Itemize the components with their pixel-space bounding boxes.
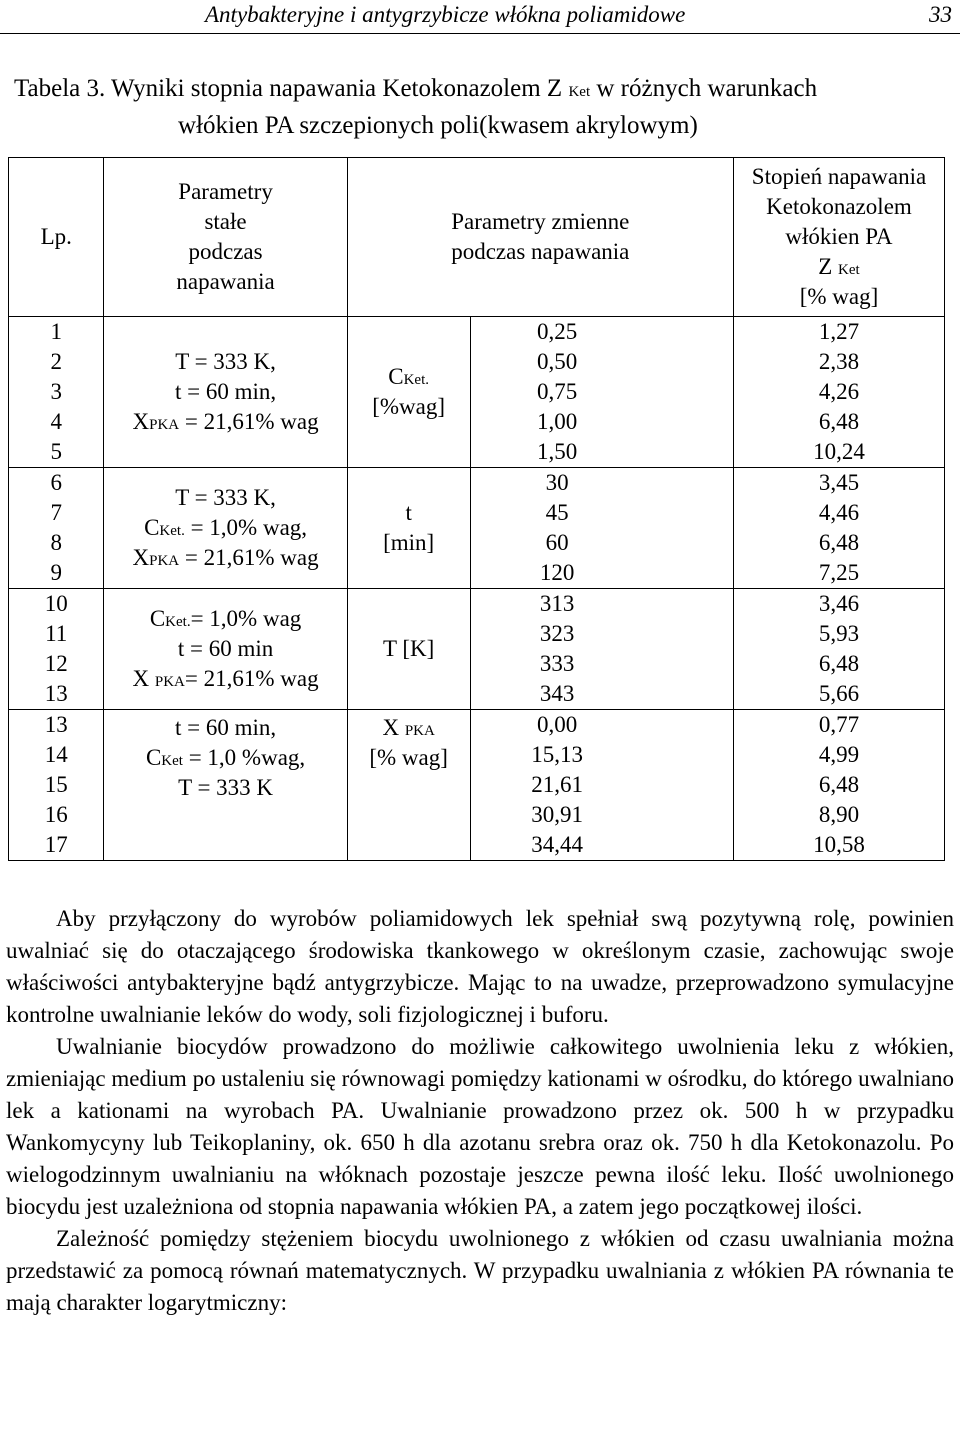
stopien-cell (733, 468, 944, 589)
var-value: 30,91 (531, 802, 584, 827)
lp-cell (9, 317, 104, 468)
lp-value: 16 (44, 802, 68, 827)
stale-line: t = 60 min, (174, 379, 277, 404)
var-value: 0,50 (537, 349, 578, 374)
var-value: 313 (539, 591, 575, 616)
lp-value: 13 (44, 681, 68, 706)
header-stale-line: stałe (204, 209, 247, 234)
var-value: 0,00 (537, 712, 578, 737)
lp-value: 9 (50, 560, 62, 585)
stopien-value: 5,93 (818, 621, 860, 646)
stale-cell (104, 710, 347, 861)
lp-value: 6 (50, 470, 62, 495)
table-row-group (9, 710, 945, 861)
var-name: X PKA [% wag] (348, 710, 471, 860)
lp-cell (9, 589, 104, 710)
stopien-value: 10,24 (813, 439, 865, 464)
body-text (6, 903, 954, 1319)
var-value: 0,25 (537, 319, 578, 344)
lp-value: 14 (44, 742, 68, 767)
stopien-value: 6,48 (818, 772, 860, 797)
header-stopien-line: Ketokonazolem (766, 194, 912, 219)
var-value: 45 (545, 500, 569, 525)
stale-line: XPKA = 21,61% wag (132, 545, 319, 570)
var-value: 1,50 (537, 439, 578, 464)
stopien-value: 6,48 (818, 651, 860, 676)
zmienne-cell (347, 317, 733, 468)
lp-value: 7 (50, 500, 62, 525)
header-zmienne-line: podczas napawania (451, 239, 630, 264)
header-lp: Lp. (9, 158, 104, 317)
paragraph: Zależność pomiędzy stężeniem biocydu uwolnionego z włókien od czasu uwalniania można przedstawić za pomocą równań matematycznych. W przypadku uwalniania z włókien PA równania te mają charakter logarytmiczny: (6, 1226, 954, 1315)
stopien-value: 2,38 (818, 349, 860, 374)
var-value: 30 (545, 470, 569, 495)
stopien-value: 8,90 (818, 802, 860, 827)
stopien-cell (733, 589, 944, 710)
header-stopien-z: Z Ket (818, 254, 860, 279)
stopien-value: 0,77 (818, 712, 860, 737)
caption-line1-a: Tabela 3. Wyniki stopnia napawania Ketokonazolem Z (14, 75, 563, 102)
stale-cell (104, 468, 347, 589)
stale-line: CKet = 1,0 %wag, (145, 745, 306, 770)
table-row-group (9, 589, 945, 710)
lp-value: 3 (50, 379, 62, 404)
stopien-value: 6,48 (818, 530, 860, 555)
stopien-value: 3,46 (818, 591, 860, 616)
zmienne-cell (347, 710, 733, 861)
table-header-row (9, 158, 945, 317)
var-name: t [min] (348, 468, 471, 588)
stale-line: T = 333 K, (175, 349, 276, 374)
stale-line: T = 333 K, (175, 485, 276, 510)
var-value: 21,61 (531, 772, 584, 797)
var-values (471, 710, 644, 860)
var-value: 120 (539, 560, 575, 585)
header-stopien-unit: [% wag] (799, 284, 879, 309)
var-value: 15,13 (531, 742, 584, 767)
stopien-value: 4,46 (818, 500, 860, 525)
header-stale-line: napawania (176, 269, 275, 294)
table-caption (14, 72, 954, 143)
paragraph: Uwalnianie biocydów prowadzono do możliwie całkowitego uwolnienia leku z włókien, zmieniając medium po ustaleniu się równowagi pomiędzy kationami w ośrodku, do którego uwalniano lek a kationami na wyrobach PA. Uwalnianie prowadzono przez ok. 500 h w przypadku Wankomycyny lub Teikoplaniny, ok. 650 h dla azotanu srebra oraz ok. 750 h dla Ketokonazolu. Po wielogodzinnym uwalnianiu na włóknach pozostaje jeszcze pewna ilość leku. Ilość uwolnionego biocydu jest uzależniona od stopnia napawania włókien PA, a zatem jego początkowej ilości. (6, 1034, 954, 1219)
stopien-value: 4,99 (818, 742, 860, 767)
stopien-value: 1,27 (818, 319, 860, 344)
stale-cell (104, 589, 347, 710)
lp-cell (9, 468, 104, 589)
header-stopien-line: Stopień napawania (751, 164, 927, 189)
lp-cell (9, 710, 104, 861)
stopien-value: 4,26 (818, 379, 860, 404)
stopien-cell (733, 317, 944, 468)
lp-value: 12 (44, 651, 68, 676)
paragraph: Aby przyłączony do wyrobów poliamidowych lek spełniał swą pozytywną rolę, powinien uwalniać się do otaczającego środowiska tkankowego w określonym czasie, zachowując swoje właściwości antybakteryjne bądź antygrzybicze. Mając to na uwadze, przeprowadzono symulacyjne kontrolne uwalnianie leków do wody, soli fizjologicznej i buforu. (6, 906, 954, 1027)
header-stale-line: podczas (188, 239, 263, 264)
header-stale (104, 158, 347, 317)
lp-value: 10 (44, 591, 68, 616)
stale-cell (104, 317, 347, 468)
var-value: 323 (539, 621, 575, 646)
lp-value: 2 (50, 349, 62, 374)
stale-line: t = 60 min, (174, 715, 277, 740)
header-stopien (733, 158, 944, 317)
stale-line: t = 60 min (177, 636, 274, 661)
lp-value: 1 (50, 319, 62, 344)
var-values (471, 468, 644, 588)
stale-line: X PKA= 21,61% wag (132, 666, 319, 691)
stale-line: CKet. = 1,0% wag, (144, 515, 308, 540)
var-value: 60 (545, 530, 569, 555)
table-row-group (9, 468, 945, 589)
stopien-value: 3,45 (818, 470, 860, 495)
results-table (8, 157, 945, 861)
stopien-value: 10,58 (813, 832, 865, 857)
header-zmienne-line: Parametry zmienne (451, 209, 630, 234)
caption-line1-b: w różnych warunkach (596, 75, 818, 102)
stale-line: CKet.= 1,0% wag (149, 606, 302, 631)
var-name: CKet. [%wag] (348, 317, 471, 467)
var-value: 0,75 (537, 379, 578, 404)
lp-value: 17 (44, 832, 68, 857)
var-value: 343 (539, 681, 575, 706)
stopien-value: 6,48 (818, 409, 860, 434)
lp-value: 5 (50, 439, 62, 464)
lp-value: 15 (44, 772, 68, 797)
stale-line: XPKA = 21,61% wag (132, 409, 319, 434)
var-value: 1,00 (537, 409, 578, 434)
header-rule (0, 33, 960, 34)
lp-value: 11 (45, 621, 68, 646)
var-value: 333 (539, 651, 575, 676)
table-row-group (9, 317, 945, 468)
stale-line: T = 333 K (178, 775, 274, 800)
caption-line2: włókien PA szczepionych poli(kwasem akrylowym) (178, 112, 698, 139)
lp-value: 13 (44, 712, 68, 737)
var-values (471, 589, 644, 709)
lp-value: 8 (50, 530, 62, 555)
running-title: Antybakteryjne i antygrzybicze włókna poliamidowe (205, 2, 686, 27)
header-zmienne (347, 158, 733, 317)
header-stopien-line: włókien PA (785, 224, 893, 249)
var-name: T [K] (348, 589, 471, 709)
zmienne-cell (347, 468, 733, 589)
stopien-value: 5,66 (818, 681, 860, 706)
stopien-cell (733, 710, 944, 861)
var-values (471, 317, 644, 467)
var-value: 34,44 (531, 832, 584, 857)
lp-value: 4 (50, 409, 62, 434)
zmienne-cell (347, 589, 733, 710)
page-number: 33 (929, 2, 952, 27)
header-stale-line: Parametry (178, 179, 273, 204)
caption-line1-sub: Ket (568, 84, 591, 100)
stopien-value: 7,25 (818, 560, 860, 585)
